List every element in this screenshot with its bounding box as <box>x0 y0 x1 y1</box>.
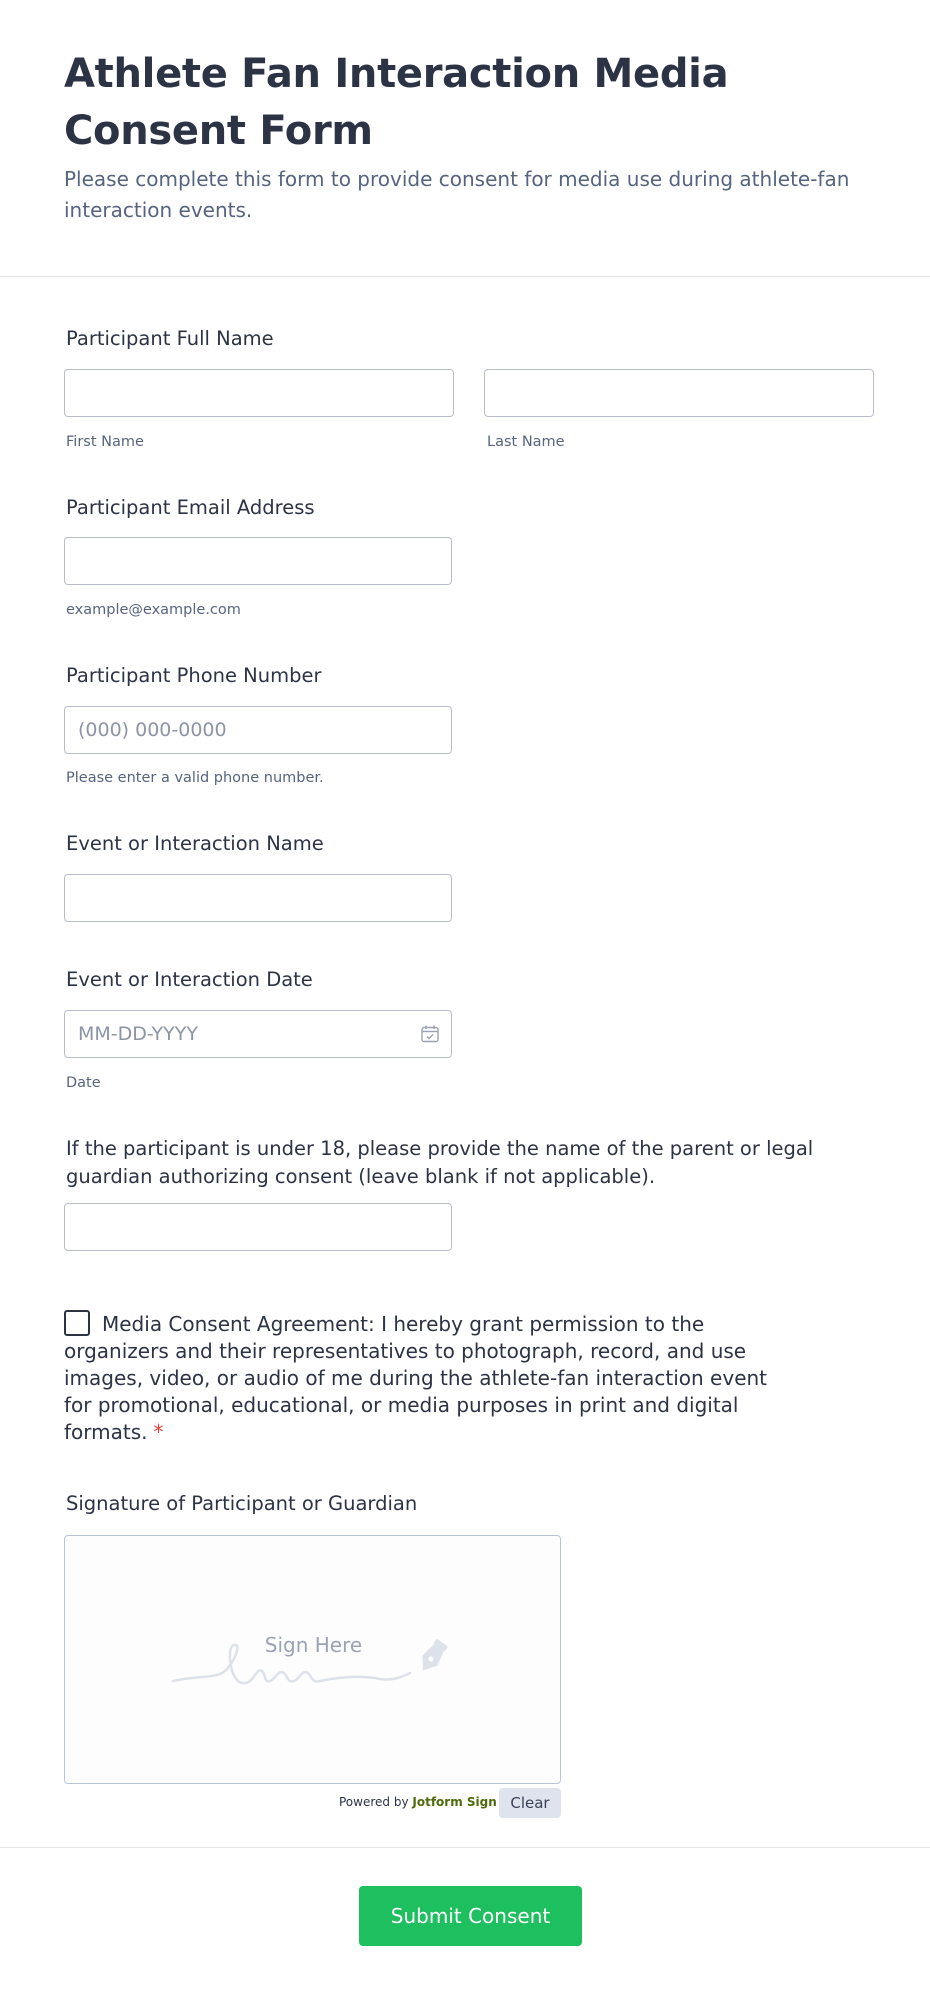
sign-here-text: Sign Here <box>264 1633 363 1657</box>
calendar-icon[interactable] <box>420 1024 440 1044</box>
clear-signature-button[interactable]: Clear <box>499 1788 561 1818</box>
event-date-input[interactable] <box>64 1010 452 1058</box>
signature-label: Signature of Participant or Guardian <box>66 1492 418 1515</box>
required-asterisk: * <box>153 1420 164 1444</box>
first-name-sublabel: First Name <box>66 434 144 450</box>
consent-agreement <box>64 1310 784 1446</box>
last-name-sublabel: Last Name <box>487 434 565 450</box>
event-date-label: Event or Interaction Date <box>66 968 313 991</box>
full-name-label: Participant Full Name <box>66 327 274 350</box>
consent-checkbox[interactable] <box>64 1310 90 1336</box>
first-name-input[interactable] <box>64 369 454 417</box>
email-label: Participant Email Address <box>66 496 315 519</box>
consent-text: Media Consent Agreement: I hereby grant permission to the organizers and their representatives to photograph, record, and use images, video, or audio of me during the athlete-fan interaction event for promotional, educational, or media purposes in print and digital formats. <box>64 1312 768 1444</box>
powered-by <box>339 1795 497 1809</box>
email-sublabel: example@example.com <box>66 602 241 618</box>
event-name-input[interactable] <box>64 874 452 922</box>
date-field <box>64 1010 452 1058</box>
footer-divider <box>0 1847 930 1848</box>
guardian-input[interactable] <box>64 1203 452 1251</box>
phone-input[interactable] <box>64 706 452 754</box>
guardian-label: If the participant is under 18, please provide the name of the parent or legal guardian authorizing consent (leave blank if not applicable). <box>66 1137 814 1188</box>
signature-pad[interactable] <box>64 1535 561 1784</box>
event-name-label: Event or Interaction Name <box>66 832 324 855</box>
last-name-input[interactable] <box>484 369 874 417</box>
phone-label: Participant Phone Number <box>66 664 322 687</box>
form-header <box>0 0 930 277</box>
form-subtitle: Please complete this form to provide consent for media use during athlete-fan interaction events. <box>64 167 850 222</box>
email-input[interactable] <box>64 537 452 585</box>
submit-button[interactable]: Submit Consent <box>359 1886 582 1946</box>
event-date-sublabel: Date <box>66 1075 101 1091</box>
form-title: Athlete Fan Interaction Media Consent Form <box>64 51 729 154</box>
powered-by-prefix: Powered by <box>339 1795 409 1809</box>
phone-sublabel: Please enter a valid phone number. <box>66 770 324 786</box>
jotform-sign-link[interactable]: Jotform Sign <box>412 1795 497 1809</box>
